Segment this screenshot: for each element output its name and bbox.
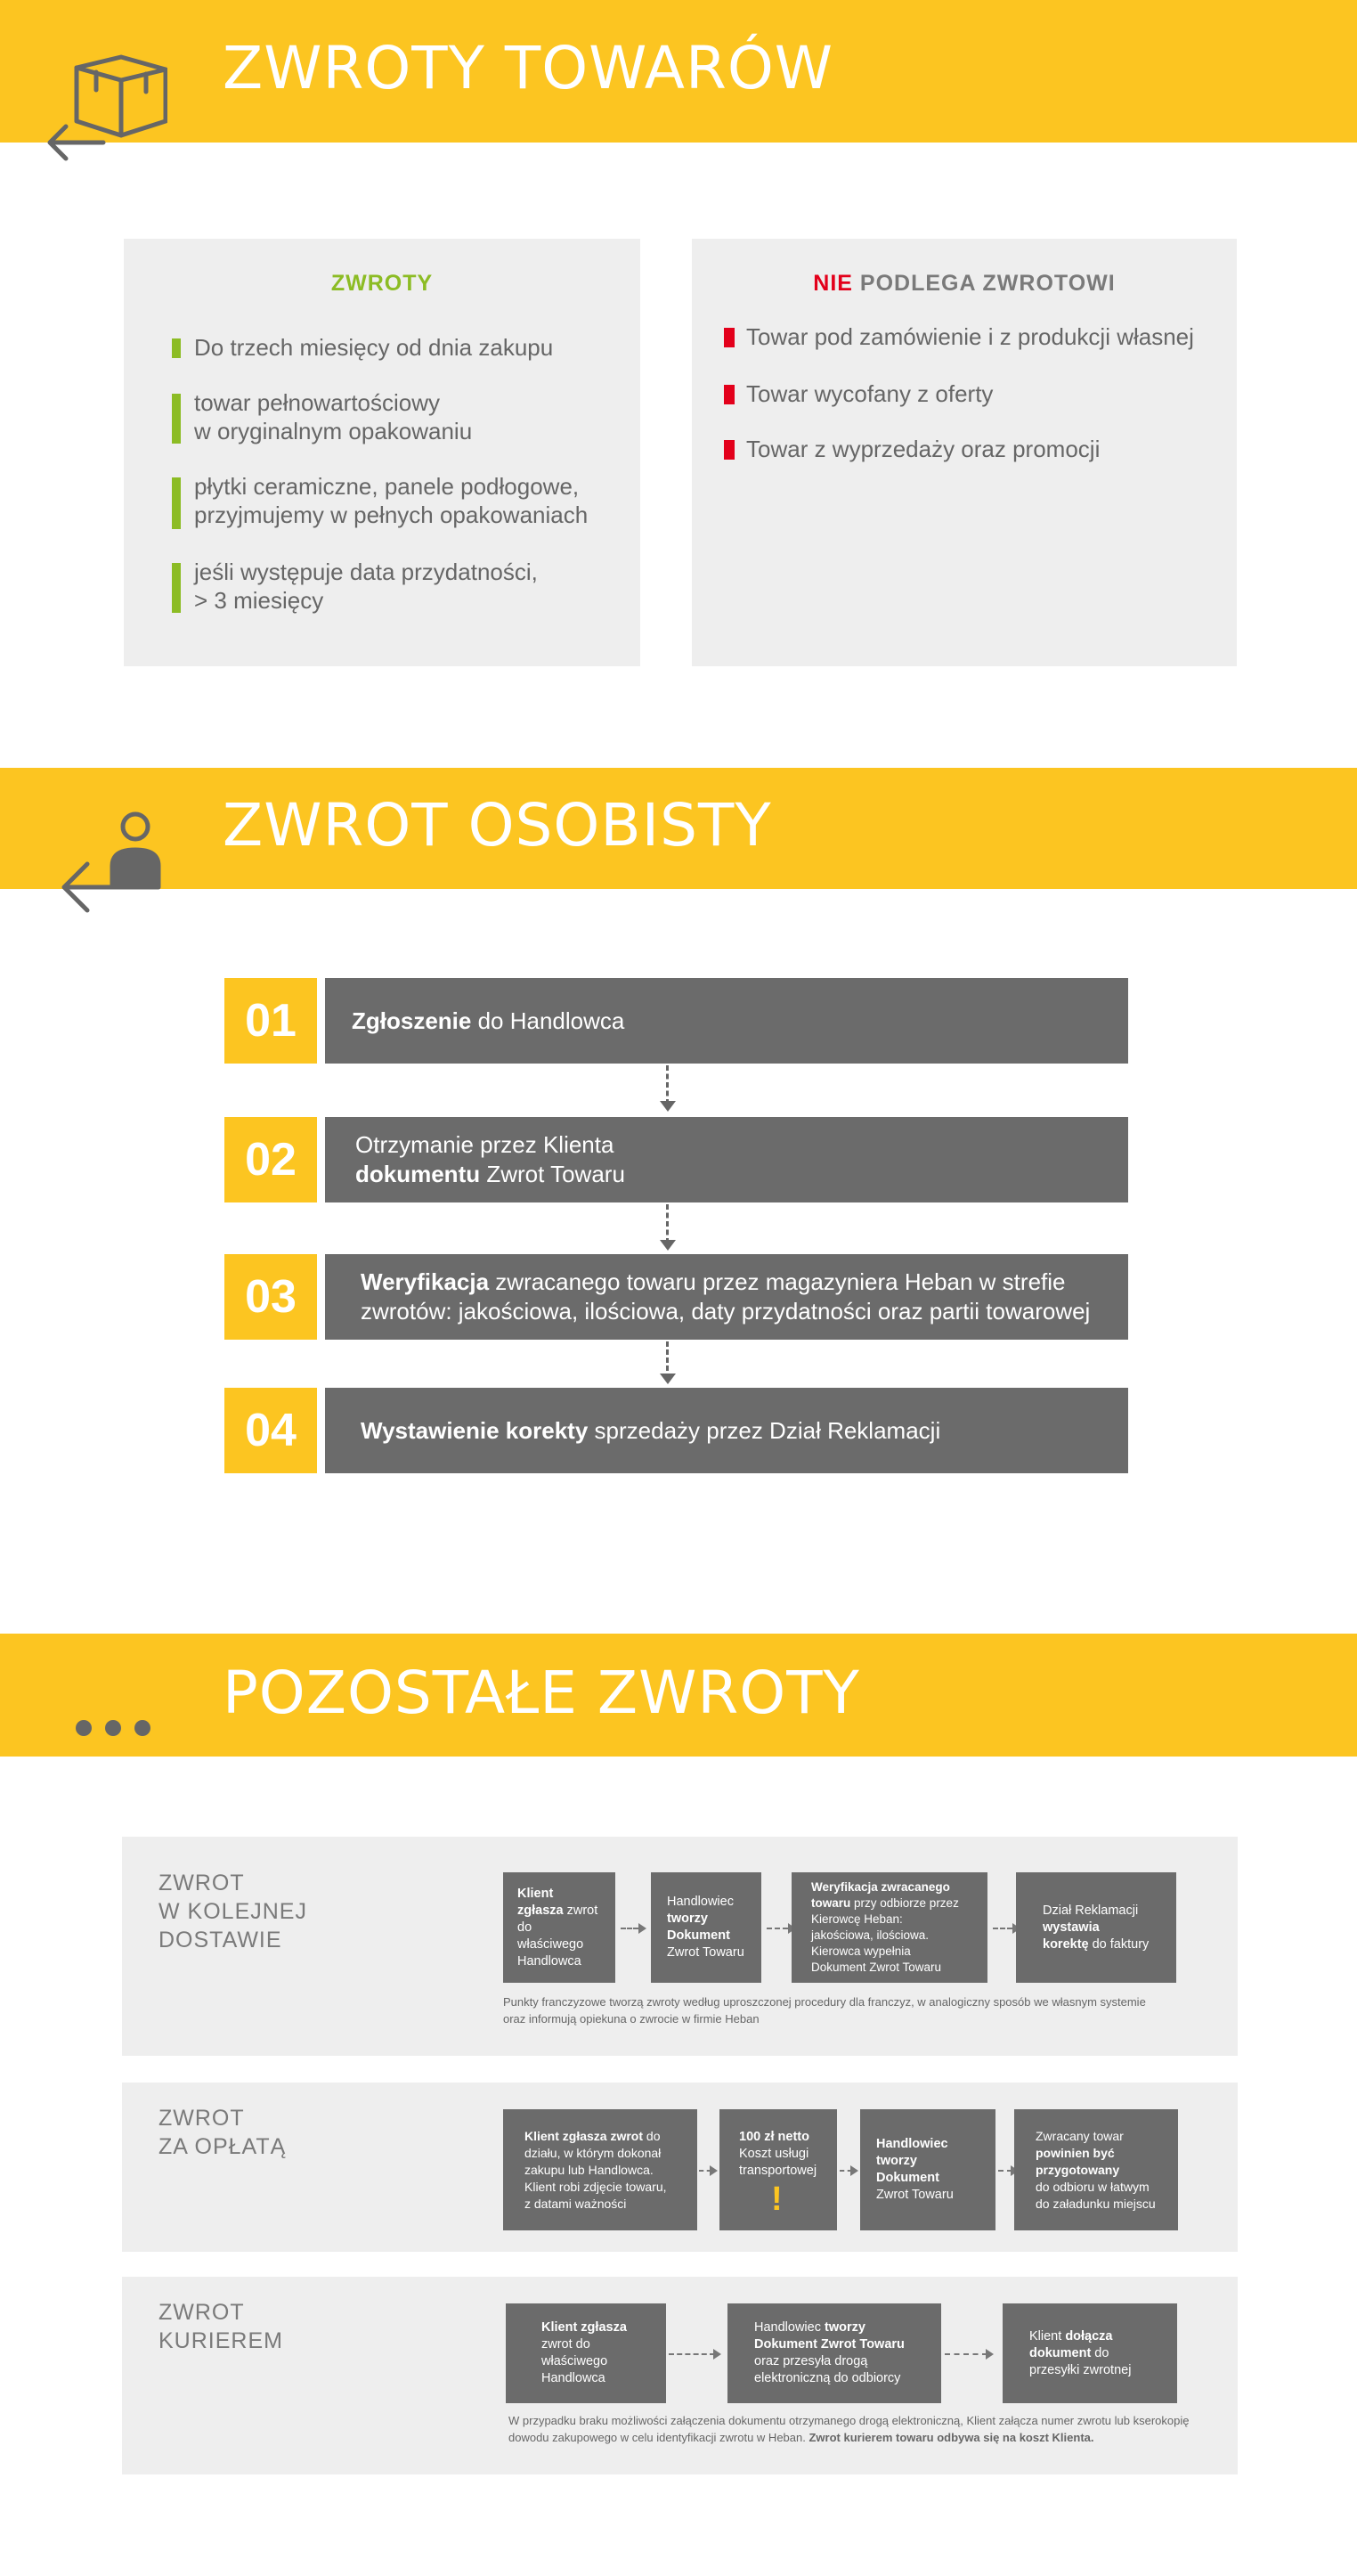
section-title-zwroty-towarow: ZWROTY TOWARÓW: [223, 34, 834, 102]
step-number-02: 02: [224, 1117, 317, 1202]
group-zwrot-za-oplata: [122, 2083, 1238, 2252]
flow-box-klient-zglasza: Klient zgłasza zwrot do właściwego Handlowca: [503, 1872, 615, 1983]
group-title: ZWROT ZA OPŁATĄ: [158, 2106, 287, 2159]
returns-item-1: Do trzech miesięcy od dnia zakupu: [194, 334, 554, 361]
flow-connector: [621, 1928, 638, 1929]
arrow-down-icon: [660, 1240, 676, 1251]
no-return-item-1: Towar pod zamówienie i z produkcji własnej: [746, 323, 1194, 350]
group-note: W przypadku braku możliwości załączenia dokumentu otrzymanego drogą elektroniczną, Klient załącza numer zwrotu lub kserokopię dowodu zakupowego w celu identyfikacji zwrotu w Heban. Zwrot kurierem towaru odbywa się na koszt Klienta.: [508, 2414, 1190, 2444]
step-03: Weryfikacja zwracanego towaru przez magazyniera Heban w strefie zwrotów: jakościowa, ilościowa, daty przydatności oraz partii towarowej: [325, 1254, 1128, 1340]
returns-item-3: płytki ceramiczne, panele podłogowe, przyjmujemy w pełnych opakowaniach: [194, 473, 589, 528]
flow-box-koszt-uslugi: 100 zł netto Koszt usługi transportowej !: [719, 2109, 837, 2230]
flow-box-handlowiec-tworzy: Handlowiec tworzy Dokument Zwrot Towaru: [860, 2109, 995, 2230]
green-bullet: [172, 338, 181, 358]
step-02: Otrzymanie przez Klienta dokumentu Zwrot Towaru: [325, 1117, 1128, 1202]
green-bullet: [172, 477, 181, 529]
arrow-right-icon: [986, 2349, 994, 2360]
no-return-item-2: Towar wycofany z oferty: [746, 380, 994, 407]
flow-box-klient-zglasza: Klient zgłasza zwrot do właściwego Handlowca: [506, 2303, 666, 2403]
flow-box-dzial-reklamacji: Dział Reklamacji wystawia korektę do faktury: [1016, 1872, 1176, 1983]
flow-connector: [945, 2353, 987, 2355]
arrow-right-icon: [710, 2165, 718, 2176]
returns-item-2: towar pełnowartościowy w oryginalnym opakowaniu: [194, 389, 473, 444]
flow-connector: [993, 1928, 1012, 1929]
returns-panel: [124, 239, 640, 666]
arrow-down-icon: [660, 1101, 676, 1112]
green-bullet: [172, 394, 181, 444]
step-number-03: 03: [224, 1254, 317, 1340]
green-bullet: [172, 563, 181, 613]
arrow-right-icon: [713, 2349, 721, 2360]
group-zwrot-w-kolejnej-dostawie: [122, 1837, 1238, 2056]
red-bullet: [724, 385, 735, 404]
step-01: Zgłoszenie do Handlowca: [325, 978, 1128, 1064]
arrow-right-icon: [638, 1923, 646, 1934]
step-connector: [666, 1204, 669, 1243]
step-connector: [666, 1065, 669, 1105]
red-bullet: [724, 328, 735, 347]
step-04: Wystawienie korekty sprzedaży przez Dział Reklamacji: [325, 1388, 1128, 1473]
flow-box-handlowiec-tworzy-dokument: Handlowiec tworzy Dokument Zwrot Towaru oraz przesyła drogą elektroniczną do odbiorcy: [727, 2303, 941, 2403]
box-return-icon: [43, 50, 167, 170]
arrow-right-icon: [850, 2165, 858, 2176]
group-title: ZWROT KURIEREM: [158, 2300, 283, 2353]
group-note: Punkty franczyzowe tworzą zwroty według uproszczonej procedury dla franczyz, w analogiczny sposób we własnym systemie oraz informują opiekuna o zwrocie w firmie Heban: [503, 1995, 1146, 2026]
flow-connector: [669, 2353, 715, 2355]
section-title-zwrot-osobisty: ZWROT OSOBISTY: [223, 791, 772, 860]
step-number-01: 01: [224, 978, 317, 1064]
flow-box-zwracany-towar: Zwracany towar powinien być przygotowany do odbioru w łatwym do załadunku miejscu: [1014, 2109, 1178, 2230]
flow-box-weryfikacja: Weryfikacja zwracanego towaru przy odbiorze przez Kierowcę Heban: jakościowa, ilościowa. Kierowca wypełnia Dokument Zwrot Towaru: [792, 1872, 987, 1983]
no-return-heading: NIE PODLEGA ZWROTOWI: [813, 271, 1116, 296]
flow-box-klient-dolacza: Klient dołącza dokument do przesyłki zwrotnej: [1003, 2303, 1177, 2403]
dots-icon: [75, 1717, 151, 1739]
no-return-item-3: Towar z wyprzedaży oraz promocji: [746, 436, 1101, 462]
warning-icon: !: [771, 2181, 783, 2218]
step-number-04: 04: [224, 1388, 317, 1473]
returns-item-4: jeśli występuje data przydatności, > 3 miesięcy: [194, 558, 538, 614]
red-bullet: [724, 440, 735, 460]
group-title: ZWROT W KOLEJNEJ DOSTAWIE: [158, 1871, 307, 1952]
section-title-pozostale-zwroty: POZOSTAŁE ZWROTY: [223, 1659, 860, 1727]
group-zwrot-kurierem: [122, 2277, 1238, 2474]
person-return-icon: [55, 802, 171, 922]
returns-heading: ZWROTY: [330, 271, 434, 296]
flow-connector: [767, 1928, 788, 1929]
arrow-down-icon: [660, 1374, 676, 1384]
flow-box-klient-zglasza-zwrot: Klient zgłasza zwrot do działu, w którym dokonał zakupu lub Handlowca. Klient robi zdjęcie towaru, z datami ważności: [503, 2109, 697, 2230]
no-return-panel: [692, 239, 1237, 666]
flow-box-handlowiec-tworzy: Handlowiec tworzy Dokument Zwrot Towaru: [651, 1872, 761, 1983]
